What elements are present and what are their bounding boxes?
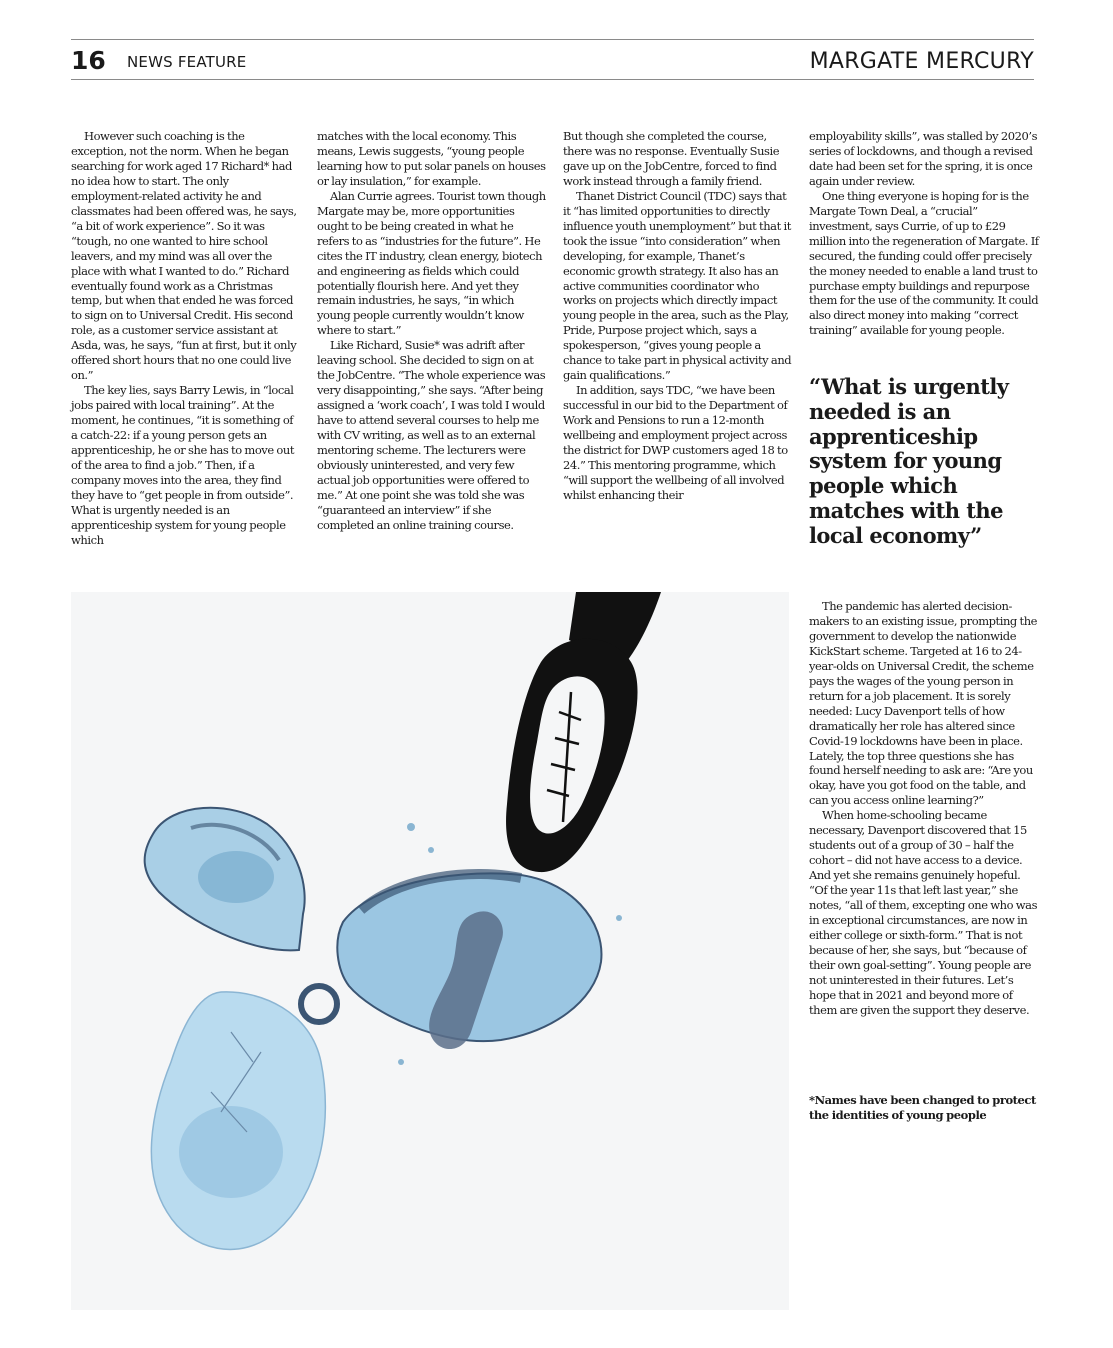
article-paragraph: In addition, says TDC, “we have been successful in our bid to the Department of Work and Pensions to run a 12-month wellbeing and employment project across the district for DWP customers aged 18 to 24.” This mentoring programme, which “will support the wellbeing of all involved whilst enhancing their	[563, 383, 788, 502]
pull-quote: “What is urgently needed is an apprenticeship system for young people which matches with the local economy”	[809, 374, 1009, 548]
article-column-2	[317, 129, 548, 533]
article-column-4	[809, 129, 1040, 338]
article-paragraph: Thanet District Council (TDC) says that it “has limited opportunities to directly influence youth unemployment” but that it took the issue “into consideration” when developing, for example, Thanet’s economic growth strategy. It also has an active communities coordinator who works on projects which directly impact young people in the area, such as the Play, Pride, Purpose project which, says a spokesperson, “gives young people a chance to take part in physical activity and gain qualifications.”	[563, 188, 792, 383]
header-bottom-rule	[71, 79, 1034, 80]
article-column-1	[71, 129, 302, 548]
blade-wash	[198, 851, 274, 903]
article-paragraph: But though she completed the course, there was no response. Eventually Susie gave up on the JobCentre, forced to find work instead through a family friend.	[563, 129, 780, 188]
article-paragraph: However such coaching is the exception, not the norm. When he began searching for work aged 17 Richard* had no idea how to start. The only employment-related activity he and classmates had been offered was, he says, “a bit of work experience”. So it was “tough, no one wanted to hire school leavers, and my mind was all over the place with what I wanted to do.” Richard eventually found work as a Christmas temp, but when that ended he was forced to sign on to Universal Credit. His second role, as a customer service assistant at Asda, was, he says, “fun at first, but it only offered short hours that no one could live on.”	[71, 129, 297, 383]
publication-name: MARGATE MERCURY	[809, 49, 1034, 74]
article-paragraph: Alan Currie agrees. Tourist town though Margate may be, more opportunities ought to be being created in what he refers to as “industries for the future”. He cites the IT industry, clean energy, biotech and engineering as fields which could potentially flourish here. And yet they remain industries, he says, “in which young people currently wouldn’t know where to start.”	[317, 188, 546, 338]
article-column-5	[809, 599, 1040, 1018]
article-paragraph: Like Richard, Susie* was adrift after leaving school. She decided to sign on at the JobCentre. “The whole experience was very disappointing,” she says. “After being assigned a ‘work coach’, I was told I would have to attend several courses to help me with CV writing, as well as to an external mentoring scheme. The lecturers were obviously uninterested, and very few actual job opportunities were offered to me.” At one point she was told she was “guaranteed an interview” if she completed an online training course.	[317, 338, 546, 532]
splash-dot	[616, 915, 622, 921]
illustration-svg	[71, 592, 789, 1310]
propeller-and-shoe-illustration	[71, 592, 789, 1310]
article-paragraph: employability skills”, was stalled by 2020’s series of lockdowns, and though a revised date had been set for the spring, it is once again under review.	[809, 129, 1038, 188]
article-paragraph: The pandemic has alerted decision-makers to an existing issue, prompting the government to develop the nationwide KickStart scheme. Targeted at 16 to 24-year-olds on Universal Credit, the scheme pays the wages of the young person in return for a job placement. It is sorely needed: Lucy Davenport tells of how dramatically her role has altered since Covid-19 lockdowns have been in place. Lately, the top three questions she has found herself needing to ask are: “Are you okay, have you got food on the table, and can you access online learning?”	[809, 599, 1038, 808]
splash-dot	[407, 823, 415, 831]
blade-wash	[179, 1106, 283, 1198]
section-label: NEWS FEATURE	[127, 53, 247, 71]
splash-dot	[398, 1059, 404, 1065]
article-paragraph: matches with the local economy. This means, Lewis suggests, “young people learning how to put solar panels on houses or lay insulation,” for example.	[317, 129, 546, 188]
footnote: *Names have been changed to protect the identities of young people	[809, 1093, 1036, 1122]
header-top-rule	[71, 39, 1034, 40]
propeller-hub	[301, 986, 337, 1022]
splash-dot	[428, 847, 434, 853]
article-paragraph: One thing everyone is hoping for is the Margate Town Deal, a “crucial” investment, says Currie, of up to £29 million into the regeneration of Margate. If secured, the funding could offer precisely the money needed to enable a land trust to purchase empty buildings and repurpose them for the use of the community. It could also direct money into making “correct training” available for young people.	[809, 188, 1039, 338]
article-paragraph: When home-schooling became necessary, Davenport discovered that 15 students out of a group of 30 – half the cohort – did not have access to a device. And yet she remains genuinely hopeful. “Of the year 11s that left last year,” she notes, “all of them, excepting one who was in exceptional circumstances, are now in either college or sixth-form.” That is not because of her, she says, but “because of their own goal-setting”. Young people are not uninterested in their futures. Let’s hope that in 2021 and beyond more of them are given the support they deserve.	[809, 808, 1038, 1017]
page-number: 16	[71, 46, 106, 75]
article-paragraph: The key lies, says Barry Lewis, in “local jobs paired with local training”. At the moment, he continues, “it is something of a catch-22: if a young person gets an apprenticeship, he or she has to move out of the area to find a job.” Then, if a company moves into the area, they find they have to “get people in from outside”. What is urgently needed is an apprenticeship system for young people which	[71, 383, 295, 547]
article-column-3	[563, 129, 794, 503]
